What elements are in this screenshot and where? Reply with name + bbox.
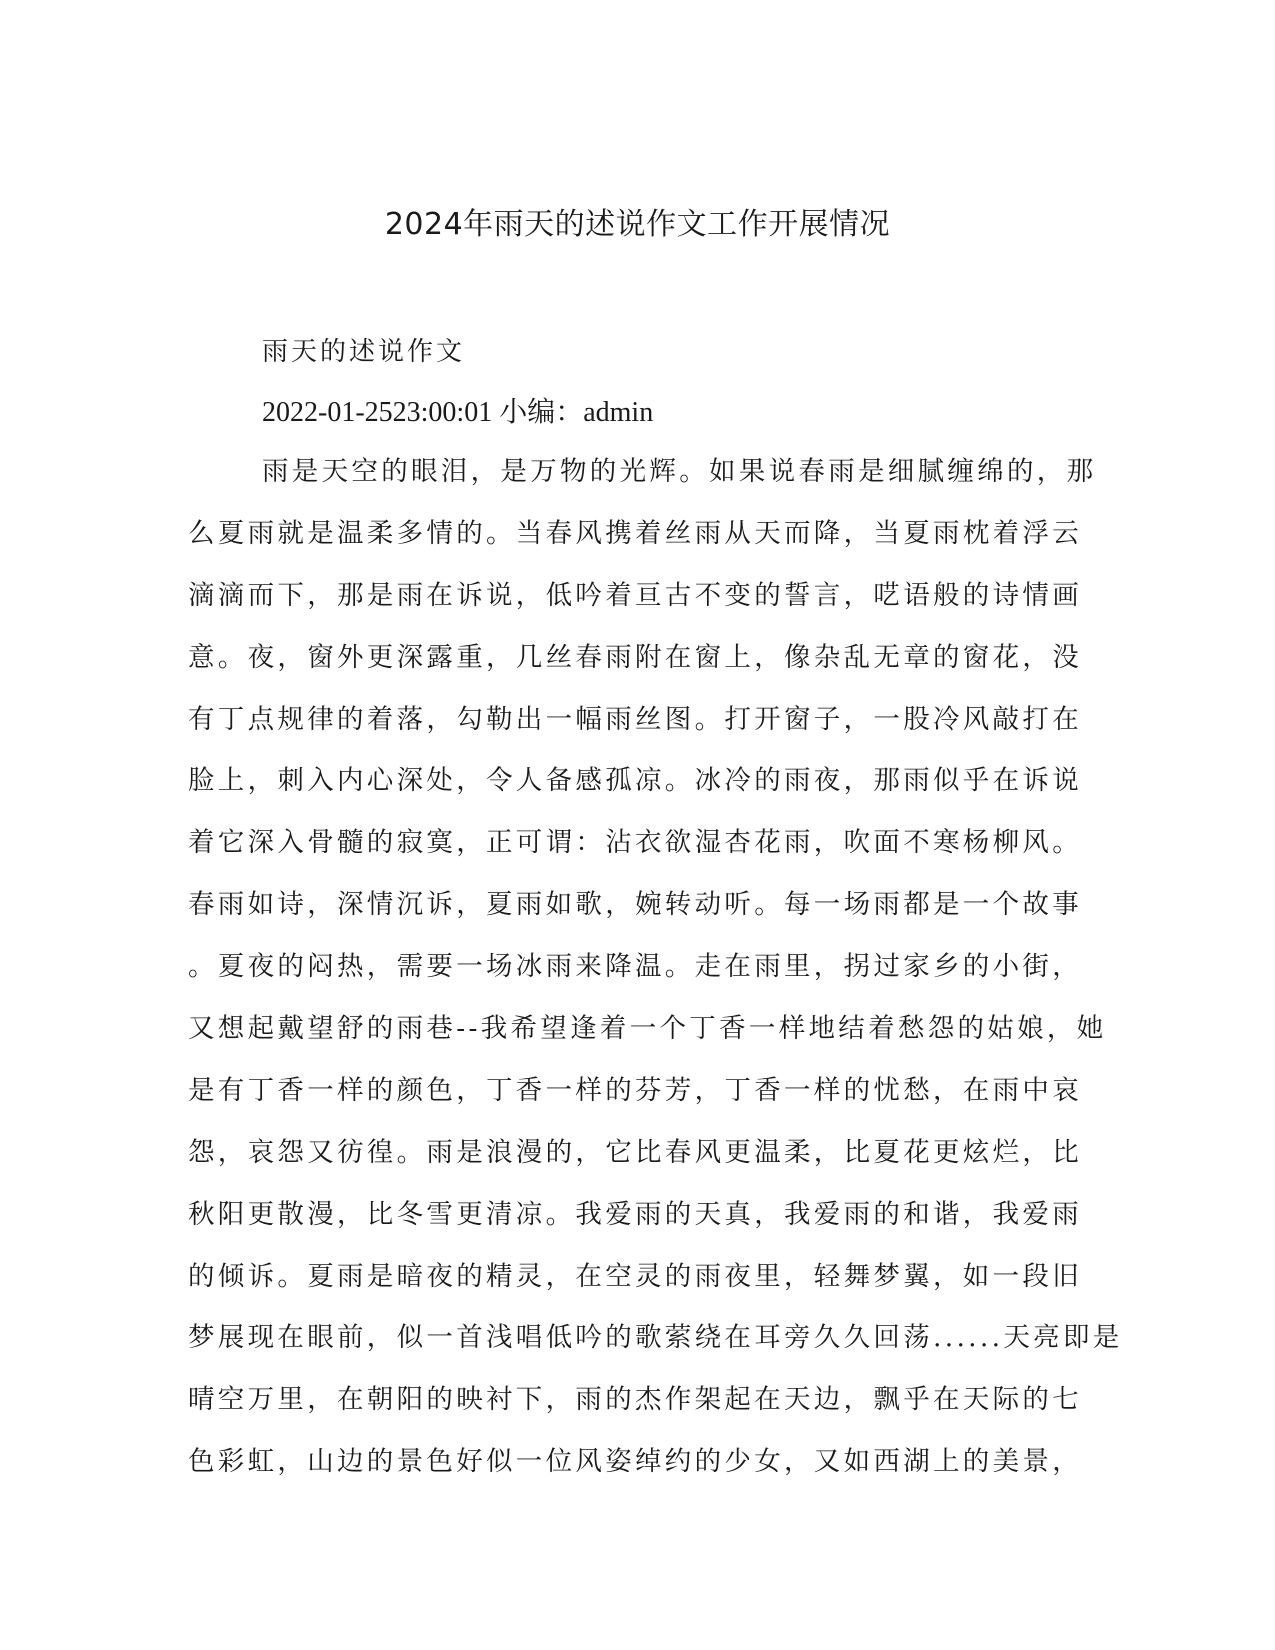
body-line: 的倾诉。夏雨是暗夜的精灵，在空灵的雨夜里，轻舞梦翼，如一段旧 <box>188 1260 1082 1292</box>
body-line: 春雨如诗，深情沉诉，夏雨如歌，婉转动听。每一场雨都是一个故事 <box>188 889 1082 921</box>
body-line: 意。夜，窗外更深露重，几丝春雨附在窗上，像杂乱无章的窗花，没 <box>188 641 1082 673</box>
body-line: 着它深入骨髓的寂寞，正可谓：沾衣欲湿杏花雨，吹面不寒杨柳风。 <box>188 827 1082 859</box>
document-title: 2024年雨天的述说作文工作开展情况 <box>384 207 891 242</box>
body-line: 有丁点规律的着落，勾勒出一幅雨丝图。打开窗子，一股冷风敲打在 <box>188 703 1082 735</box>
body-line: 又想起戴望舒的雨巷--我希望逢着一个丁香一样地结着愁怨的姑娘，她 <box>188 1013 1107 1045</box>
body-line: 秋阳更散漫，比冬雪更清凉。我爱雨的天真，我爱雨的和谐，我爱雨 <box>188 1198 1082 1230</box>
post-meta: 2022-01-2523:00:01 小编：admin <box>262 397 654 428</box>
body-line: 雨是天空的眼泪，是万物的光辉。如果说春雨是细腻缠绵的，那 <box>262 456 1097 487</box>
body-line: 脸上，刺入内心深处，令人备感孤凉。冰冷的雨夜，那雨似乎在诉说 <box>188 765 1082 797</box>
document-subtitle: 雨天的述说作文 <box>262 337 466 367</box>
body-line: 梦展现在眼前，似一首浅唱低吟的歌萦绕在耳旁久久回荡......天亮即是 <box>188 1322 1123 1354</box>
body-line: 怨，哀怨又彷徨。雨是浪漫的，它比春风更温柔，比夏花更炫烂，比 <box>188 1136 1082 1168</box>
body-line: 是有丁香一样的颜色，丁香一样的芬芳，丁香一样的忧愁，在雨中哀 <box>188 1074 1082 1106</box>
body-line: 色彩虹，山边的景色好似一位风姿绰约的少女，又如西湖上的美景， <box>188 1446 1082 1478</box>
body-text <box>188 452 1123 1504</box>
body-line: 。夏夜的闷热，需要一场冰雨来降温。走在雨里，拐过家乡的小街， <box>188 951 1082 983</box>
body-line: 滴滴而下，那是雨在诉说，低吟着亘古不变的誓言，呓语般的诗情画 <box>188 579 1082 611</box>
body-line: 么夏雨就是温柔多情的。当春风携着丝雨从天而降，当夏雨枕着浮云 <box>188 517 1082 549</box>
body-line: 晴空万里，在朝阳的映衬下，雨的杰作架起在天边，飘乎在天际的七 <box>188 1384 1082 1416</box>
